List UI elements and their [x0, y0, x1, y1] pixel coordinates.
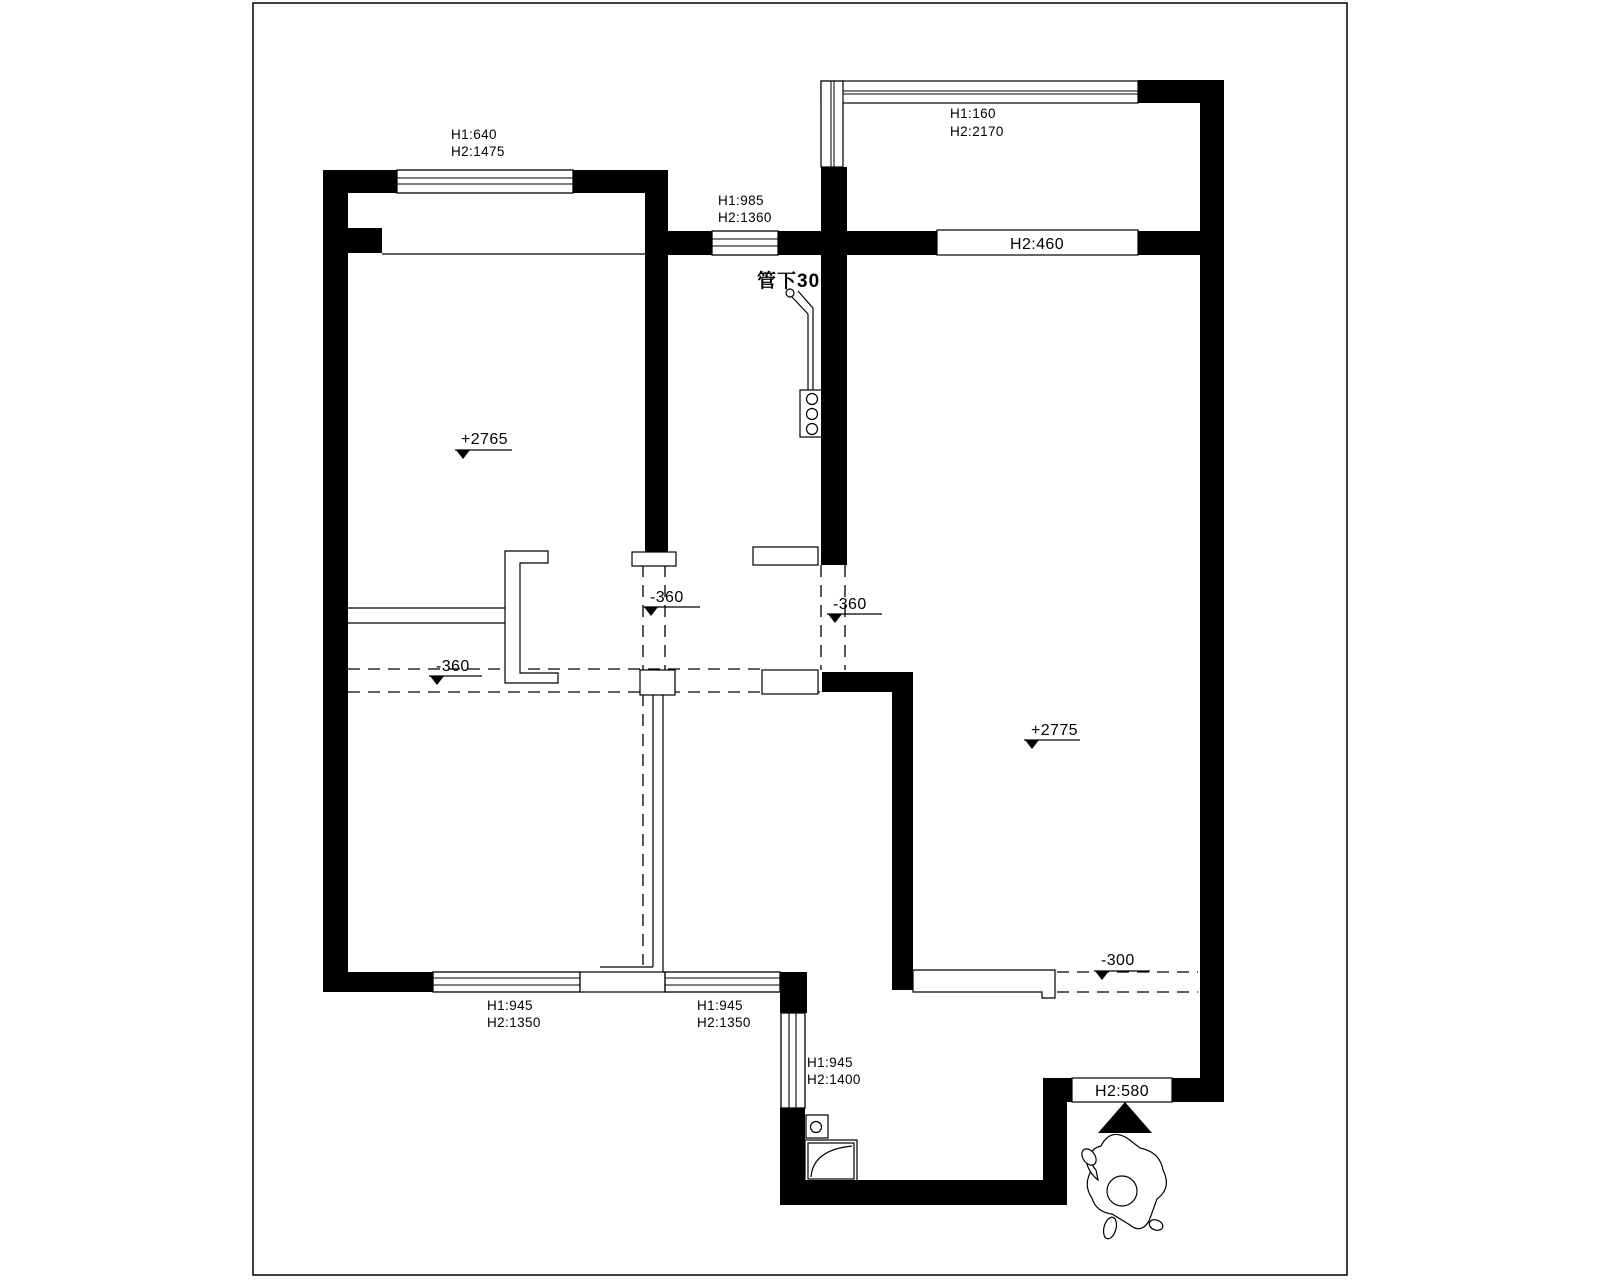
level-triangle-icon — [644, 607, 658, 616]
window-label-line: H1:945 — [697, 998, 743, 1013]
level-mark-label: -300 — [1101, 952, 1135, 969]
window-bottom-left — [433, 972, 580, 992]
window-label-line: H2:1350 — [697, 1015, 751, 1030]
pipe-hole — [807, 409, 818, 420]
level-triangle-icon — [456, 450, 470, 459]
wall-segment — [1200, 80, 1224, 1102]
wall-pier — [348, 228, 382, 253]
window-hall — [712, 231, 778, 255]
wall-segment — [780, 1180, 1067, 1205]
wall-segment — [323, 972, 433, 992]
person-head — [1107, 1176, 1137, 1206]
wall-segment — [668, 231, 712, 255]
thin-partition — [600, 694, 663, 990]
pipe-riser-symbol — [786, 289, 823, 437]
level-mark-door-right — [827, 596, 882, 623]
door-frame — [640, 670, 675, 695]
window-balcony-vertical — [781, 1013, 805, 1108]
entrance-arrow-icon — [1098, 1102, 1152, 1133]
level-mark-label: -360 — [833, 596, 867, 613]
level-triangle-icon — [1095, 971, 1109, 980]
sink-basin-inner — [808, 1143, 854, 1179]
opening-living-top — [937, 230, 1138, 255]
person-foot — [1101, 1216, 1118, 1240]
door-frame — [632, 552, 676, 566]
window-label-top-left — [451, 127, 505, 159]
wall-segment — [645, 193, 668, 565]
low-wall-outline — [913, 970, 1055, 998]
wall-segment — [821, 167, 847, 565]
window-label-line: H2:2170 — [950, 124, 1004, 139]
level-triangle-icon — [430, 676, 444, 685]
pipe-hole — [807, 394, 818, 405]
wall-segment — [1138, 231, 1202, 255]
door-frames — [632, 547, 818, 695]
window-bottom-middle — [665, 972, 780, 992]
window-label-line: H1:945 — [487, 998, 533, 1013]
window-label-hall — [718, 193, 772, 225]
wall-segment — [847, 231, 937, 255]
level-mark-door-left — [643, 589, 700, 616]
window-label-line: H2:1400 — [807, 1072, 861, 1087]
level-mark-passage — [1094, 952, 1150, 980]
window-label-balcony — [807, 1055, 861, 1087]
level-triangle-icon — [1025, 740, 1039, 749]
level-mark-label: +2765 — [461, 431, 508, 448]
door-frame — [753, 547, 818, 565]
window-label-line: H2:1475 — [451, 144, 505, 159]
level-marks — [429, 431, 1150, 980]
window-label-line: H2:1350 — [487, 1015, 541, 1030]
window-label-bottom-left — [487, 998, 541, 1030]
window-label-bay — [950, 106, 1004, 139]
floor-drain-box — [806, 1115, 828, 1138]
opening-entry — [1072, 1078, 1172, 1102]
pipe-hole — [807, 424, 818, 435]
pipe-box — [800, 390, 823, 437]
wall-segment — [323, 170, 348, 992]
wall-segment — [1172, 1078, 1224, 1102]
wall-segment — [573, 170, 668, 193]
wall-segment — [892, 692, 913, 990]
wall-segment — [1043, 1078, 1072, 1102]
level-mark-living — [1024, 722, 1080, 749]
window-label-line: H1:945 — [807, 1055, 853, 1070]
level-mark-label: -360 — [650, 589, 684, 606]
dashed-opening-lines — [348, 565, 1198, 992]
person-figure — [1079, 1134, 1166, 1240]
window-label-bottom-middle — [697, 998, 751, 1030]
outlined-wall-bracket — [505, 551, 558, 683]
opening-entry-label: H2:580 — [1095, 1083, 1149, 1100]
level-mark-bedroom2 — [429, 658, 482, 685]
window-label-line: H1:160 — [950, 106, 996, 121]
level-mark-bedroom1 — [455, 431, 512, 459]
window-label-line: H1:985 — [718, 193, 764, 208]
floor-drain-circle — [811, 1122, 822, 1133]
person-hand-right — [1148, 1218, 1165, 1232]
pipe-note-label: 管下300 — [757, 271, 832, 292]
fixtures — [805, 1115, 857, 1182]
opening-living-top-label: H2:460 — [1010, 236, 1064, 253]
wall-segment — [778, 231, 822, 255]
door-frame — [762, 670, 818, 694]
wall-segment — [822, 672, 913, 692]
window-label-line: H1:640 — [451, 127, 497, 142]
level-mark-label: -360 — [436, 658, 470, 675]
window-top-left — [397, 170, 573, 193]
wall-outline-segment — [580, 972, 665, 992]
level-triangle-icon — [828, 614, 842, 623]
window-label-line: H2:1360 — [718, 210, 772, 225]
sink-basin-curve — [811, 1146, 852, 1177]
wall-segment — [780, 972, 807, 1013]
level-mark-label: +2775 — [1031, 722, 1078, 739]
